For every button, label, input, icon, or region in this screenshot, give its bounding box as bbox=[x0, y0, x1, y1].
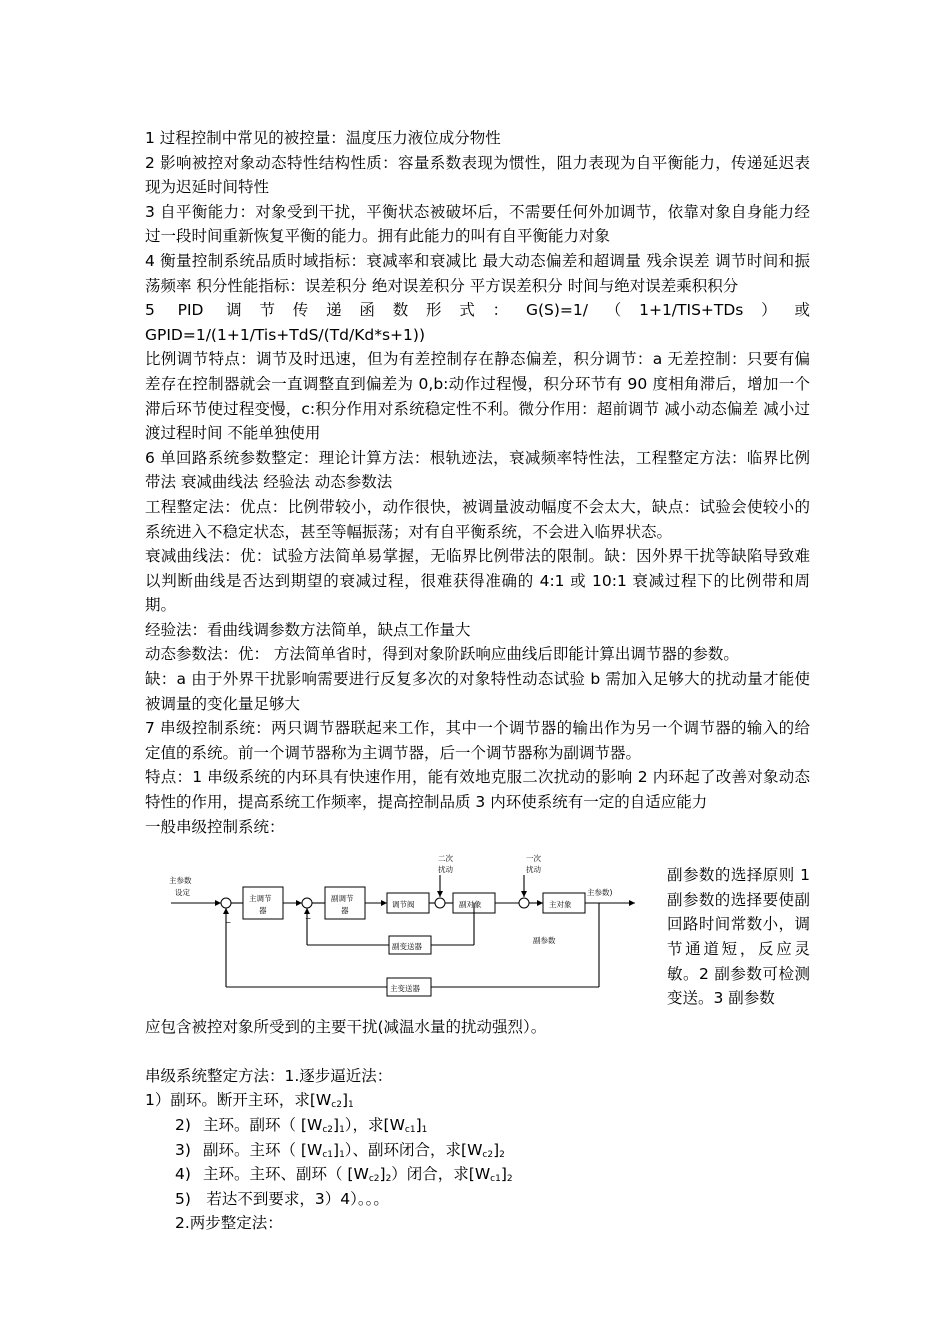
step-2-text-d: ] bbox=[415, 1116, 422, 1134]
step-1-text-b: ] bbox=[341, 1091, 348, 1110]
paragraph-single-loop-tuning: 6 单回路系统参数整定：理论计算方法：根轨迹法，衰减频率特性法，工程整定方法：临界比例带法 衰减曲线法 经验法 动态参数法 bbox=[145, 448, 810, 492]
paragraph-pid-transfer-function: 5 PID 调节传递函数形式：G(S)=1/（1+1/TIS+TDs）或 GPID=1/(1+1/Tis+TdS/(Td/Kd*s+1)) bbox=[145, 301, 810, 344]
paragraph-dynamic-parameter-method: 动态参数法：优： 方法简单省时，得到对象阶跃响应曲线后即能计算出调节器的参数。 bbox=[145, 645, 739, 664]
sub-transmitter-label: 副变送器 bbox=[392, 942, 422, 952]
step-2-text-c: ），求[W bbox=[344, 1116, 405, 1134]
step-1-sub-a: c2 bbox=[331, 1100, 342, 1111]
sub-minus-sign: − bbox=[305, 914, 312, 924]
input-arrow bbox=[215, 900, 221, 906]
secondary-disturbance-label-2: 扰动 bbox=[438, 865, 453, 875]
step-1-text-a: 1）副环。断开主环，求[W bbox=[145, 1091, 332, 1110]
summing-junction-secondary-disturbance bbox=[435, 898, 445, 908]
tuning-step-3 bbox=[145, 1138, 810, 1163]
step-4-text-c: ）闭合，求[W bbox=[391, 1165, 491, 1184]
valve-label: 调节阀 bbox=[392, 900, 415, 910]
step-2-text-a: 主环。副环（ [W bbox=[203, 1116, 323, 1134]
paragraph-engineering-tuning: 工程整定法：优点：比例带较小，动作很快，被调量波动幅度不会太大，缺点：试验会使较小的系统进入不稳定状态，甚至等幅振荡；对有自平衡系统，不会进入临界状态。 bbox=[145, 497, 810, 541]
summing-junction-sub bbox=[302, 898, 312, 908]
summing-junction-primary-disturbance bbox=[519, 898, 529, 908]
document-body bbox=[145, 126, 810, 1236]
sub-param-label: 副参数 bbox=[533, 936, 556, 946]
step-2-sub-c: c1 bbox=[404, 1125, 416, 1135]
tuning-step-4 bbox=[145, 1162, 810, 1187]
step-3-sub-a: c1 bbox=[322, 1149, 333, 1160]
sub-controller-label-1: 副调节 bbox=[331, 894, 354, 904]
main-feedback-arrow bbox=[223, 908, 229, 914]
secondary-disturbance-label-1: 二次 bbox=[438, 854, 453, 864]
paragraph-empirical-method: 经验法：看曲线调参数方法简单，缺点工作量大 bbox=[145, 620, 471, 639]
paragraph-dynamic-characteristics: 2 影响被控对象动态特性结构性质：容量系数表现为惯性，阻力表现为自平衡能力，传递延迟表现为迟延时间特性 bbox=[145, 153, 810, 197]
two-step-tuning-heading: 2.两步整定法： bbox=[175, 1214, 283, 1233]
sub-controller-label-2: 器 bbox=[341, 906, 349, 916]
step-4-number: 4) bbox=[175, 1165, 191, 1184]
step-4-text-d: ] bbox=[500, 1165, 507, 1184]
paragraph-decay-curve-method: 衰减曲线法：优：试验方法简单易掌握，无临界比例带法的限制。缺：因外界干扰等缺陷导致难以判断曲线是否达到期望的衰减过程，很难获得准确的 4:1 或 10:1 衰减过程下的比例带和周期。 bbox=[145, 547, 810, 615]
paragraph-secondary-parameter-cont: 应包含被控对象所受到的主要干扰(减温水量的扰动强烈）。 bbox=[145, 1018, 547, 1037]
summing-junction-main bbox=[221, 898, 231, 908]
tuning-step-2 bbox=[145, 1113, 810, 1138]
main-controller-label-2: 器 bbox=[259, 906, 267, 916]
main-minus-sign: − bbox=[225, 918, 232, 928]
step-3-text-c: ）、副环闭合，求[W bbox=[344, 1140, 483, 1159]
paragraph-self-balancing: 3 自平衡能力：对象受到干扰，平衡状态被破坏后，不需要任何外加调节，依靠对象自身能力经过一段时间重新恢复平衡的能力。拥有此能力的叫有自平衡能力对象 bbox=[145, 202, 810, 246]
main-controller-label-1: 主调节 bbox=[249, 894, 272, 904]
sub-feedback-arrow bbox=[304, 908, 310, 914]
step-3-text-d: ] bbox=[493, 1140, 500, 1159]
paragraph-controlled-variables: 1 过程控制中常见的被控量：温度压力液位成分物性 bbox=[145, 129, 501, 147]
step-2-text-b: ] bbox=[333, 1116, 340, 1134]
step-3-sub-d: 2 bbox=[499, 1149, 505, 1160]
paragraph-cascade-features: 特点：1 串级系统的内环具有快速作用，能有效地克服二次扰动的影响 2 内环起了改善对象动态特性的作用，提高系统工作频率，提高控制品质 3 内环使系统有一定的自适应能力 bbox=[145, 768, 810, 812]
input-label-2: 设定 bbox=[175, 888, 190, 898]
step-4-text-a: 主环。主环、副环（ [W bbox=[203, 1165, 369, 1184]
tuning-step-1 bbox=[145, 1088, 810, 1113]
diagram-section bbox=[145, 845, 810, 1015]
paragraph-cascade-tuning-heading: 串级系统整定方法：1.逐步逼近法： bbox=[145, 1066, 393, 1085]
blank-line bbox=[145, 1040, 810, 1064]
step-4-sub-d: 2 bbox=[506, 1174, 513, 1185]
step-2-sub-d: 1 bbox=[421, 1125, 428, 1135]
main-object-label: 主对象 bbox=[549, 900, 572, 910]
primary-disturbance-label-1: 一次 bbox=[526, 854, 541, 864]
paragraph-dynamic-parameter-cons: 缺：a 由于外界干扰影响需要进行反复多次的对象特性动态试验 b 需加入足够大的扰动量才能使被调量的变化量足够大 bbox=[145, 670, 810, 713]
cascade-control-block-diagram bbox=[169, 851, 639, 1011]
paragraph-cascade-heading: 一般串级控制系统： bbox=[145, 817, 285, 836]
sub-object-label: 副对象 bbox=[459, 900, 482, 910]
step-3-sub-b: 1 bbox=[339, 1149, 345, 1160]
primary-disturbance-label-2: 扰动 bbox=[526, 865, 541, 875]
step-4-sub-c: c1 bbox=[490, 1174, 501, 1185]
paragraph-pid-characteristics: 比例调节特点：调节及时迅速，但为有差控制存在静态偏差，积分调节：a 无差控制：只要有偏差存在控制器就会一直调整直到偏差为 0,b:动作过程慢，积分环节有 90 度相角滞后，增加一个滞后环节使过程变慢，c:积分作用对系统稳定性不利。微分作用：超前调节 减小动态偏差 减小过渡过程时间 不能单独使用 bbox=[145, 350, 810, 443]
output-arrow bbox=[629, 900, 635, 906]
step-2-number: 2) bbox=[175, 1116, 191, 1134]
secondary-parameter-principles: 副参数的选择原则 1 副参数的选择要使副回路时间常数小，调节通道短，反应灵敏。2 副参数可检测变送。3 副参数 bbox=[667, 866, 810, 1008]
step-3-text-b: ] bbox=[333, 1140, 340, 1159]
step-4-text-b: ] bbox=[379, 1165, 386, 1184]
tuning-step-5: 5) 若达不到要求，3）4）。。。 bbox=[175, 1189, 389, 1208]
secondary-disturbance-arrow bbox=[437, 891, 443, 897]
main-transmitter-label: 主变送器 bbox=[390, 984, 420, 994]
step-3-number: 3) bbox=[175, 1140, 191, 1159]
step-3-sub-c: c2 bbox=[482, 1149, 494, 1160]
arrow-to-valve bbox=[381, 900, 387, 906]
input-label-1: 主参数 bbox=[169, 876, 192, 886]
step-1-sub-b: 1 bbox=[348, 1100, 354, 1111]
arrow-to-main-object bbox=[537, 900, 543, 906]
paragraph-cascade-definition: 7 串级控制系统：两只调节器联起来工作，其中一个调节器的输出作为另一个调节器的输入的给定值的系统。前一个调节器称为主调节器，后一个调节器称为副调节器。 bbox=[145, 719, 810, 762]
output-label: 主参数) bbox=[587, 888, 613, 898]
step-4-sub-b: 2 bbox=[385, 1174, 392, 1185]
paragraph-quality-indices: 4 衡量控制系统品质时域指标：衰减率和衰减比 最大动态偏差和超调量 残余误差 调节时间和振荡频率 积分性能指标：误差积分 绝对误差积分 平方误差积分 时间与绝对误差乘积积分 bbox=[145, 251, 810, 295]
step-3-text-a: 副环。主环（ [W bbox=[203, 1140, 323, 1159]
step-2-sub-a: c2 bbox=[322, 1125, 333, 1135]
arrow-to-sub-sum bbox=[296, 900, 302, 906]
step-4-sub-a: c2 bbox=[368, 1174, 380, 1185]
step-2-sub-b: 1 bbox=[339, 1125, 345, 1135]
primary-disturbance-arrow bbox=[521, 891, 527, 897]
